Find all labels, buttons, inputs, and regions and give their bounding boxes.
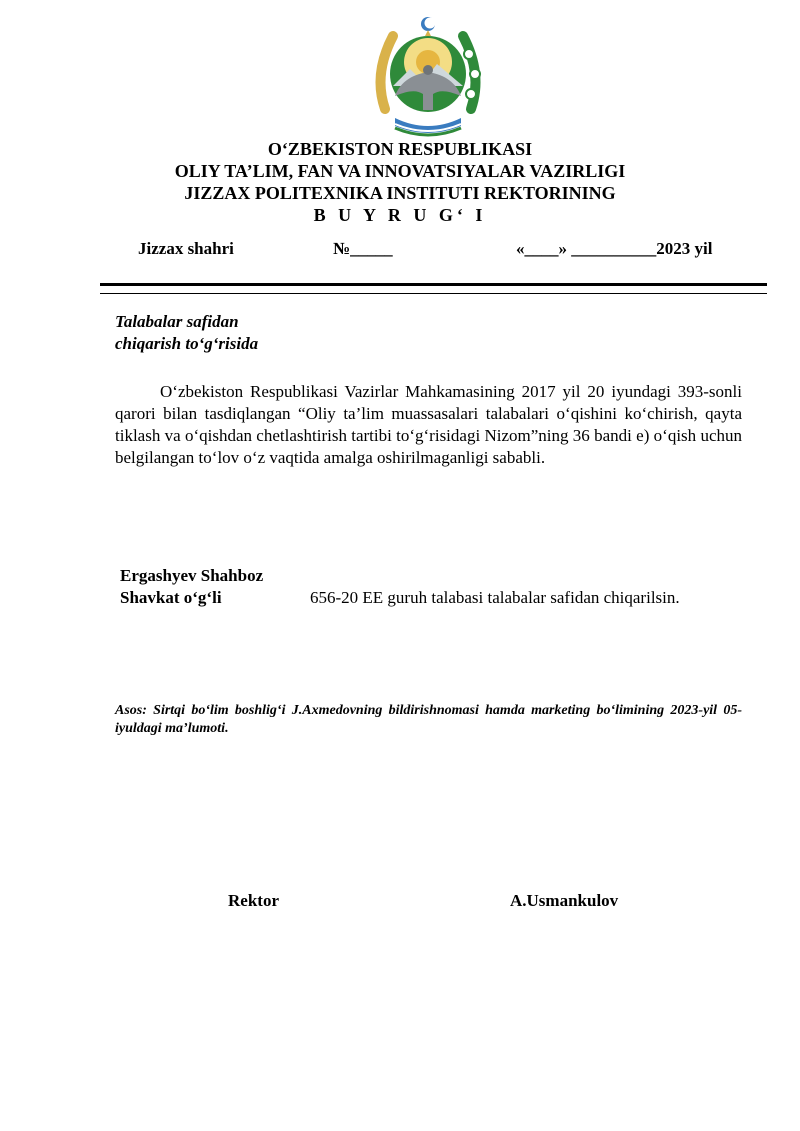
basis-note: Asos: Sirtqi bo‘lim boshlig‘i J.Axmedovning bildirishnomasi hamda marketing bo‘limining 2023-yil 05-iyuldagi ma’lumoti.	[115, 703, 742, 736]
document-number: №_____	[333, 239, 393, 258]
header-divider-thin	[100, 293, 767, 294]
order-text: 656-20 EE guruh talabasi talabalar safidan chiqarilsin.	[310, 588, 680, 607]
header-institute: JIZZAX POLITEXNIKA INSTITUTI REKTORINING	[184, 183, 616, 203]
student-name	[120, 565, 263, 609]
subject-line-1: Talabalar safidan	[115, 312, 239, 331]
document-city: Jizzax shahri	[138, 239, 234, 258]
header-ministry: OLIY TA’LIM, FAN VA INNOVATSIYALAR VAZIRLIGI	[174, 161, 626, 181]
student-name-line-1: Ergashyev Shahboz	[120, 566, 264, 585]
student-name-line-2: Shavkat o‘g‘li	[120, 588, 222, 607]
signatory-name: A.Usmankulov	[510, 891, 619, 910]
state-emblem-icon	[365, 14, 491, 140]
signatory-title: Rektor	[228, 891, 279, 910]
document-subject	[115, 311, 258, 355]
header-country: O‘ZBEKISTON RESPUBLIKASI	[267, 139, 533, 159]
document-date: «____» __________2023 yil	[516, 239, 713, 258]
header-divider-thick	[100, 283, 767, 286]
body-paragraph: O‘zbekiston Respublikasi Vazirlar Mahkamasining 2017 yil 20 iyundagi 393-sonli qarori bilan tasdiqlangan “Oliy ta’lim muassasalari talabalari o‘qishini ko‘chirish, qayta tiklash va o‘qishdan chetlashtirish tartibi to‘g‘risidagi Nizom”ning 36 bandi e) o‘qish uchun belgilangan to‘lov o‘z vaqtida amalga oshirilmaganligi sababli.	[115, 382, 742, 467]
header-document-type: B U Y R U G‘ I	[313, 205, 487, 225]
subject-line-2: chiqarish to‘g‘risida	[115, 334, 259, 353]
